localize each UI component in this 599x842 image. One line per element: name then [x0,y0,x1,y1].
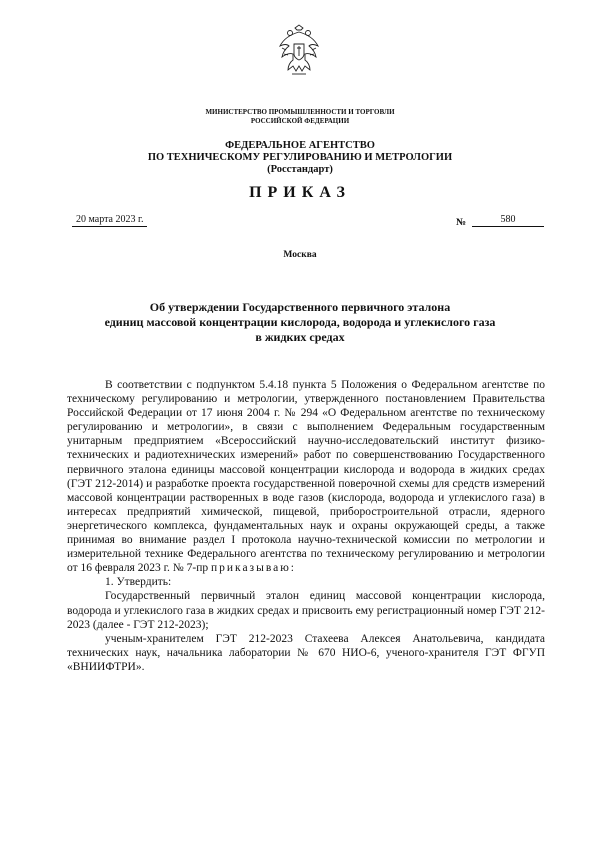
agency-line-3: (Росстандарт) [267,164,333,175]
agency-name [100,140,500,176]
clause-1-item-standard: Государственный первичный эталон единиц массовой концентрации кислорода, водорода и углекислого газа в жидких средах и присвоить ему регистрационный номер ГЭТ 212-2023 (далее - ГЭТ 212-2023); [67,590,545,631]
preamble-text: В соответствии с подпунктом 5.4.18 пункта 5 Положения о Федеральном агентстве по техническому регулированию и метрологии, утвержденного постановлением Правительства Российской Федерации от 17 июня 2004 г. № 294 «О Федеральном агентстве по техническому регулированию и метрологии», в связи с выполнением Федеральным государственным унитарным предприятием «Всероссийский научно-исследовательский институт физико-технических и радиотехнических измерений» работ по совершенствованию Государственного первичного эталона единицы массовой концентрации кислорода и водорода в жидких средах (ГЭТ 212-2014) и разработке проекта государственной поверочной схемы для средств измерений массовой концентрации растворенных в воде газов (кислорода, водорода и углекислого газа) в интересах предприятий химической, пищевой, приборостроительной отрасли, ядерного энергетического комплекса, фундаментальных наук и охраны окружающей среды, а также принимая во внимание раздел I протокола научно-технической комиссии по метрологии и измерительной технике Федерального агентства по техническому регулированию и метрологии от 16 февраля 2023 г. № 7-пр [67,379,545,575]
order-number: 580 [472,214,544,227]
subject-line-1: Об утверждении Государственного первичного эталона [149,300,451,314]
order-subject [60,300,540,345]
document-type-title: ПРИКАЗ [249,184,351,201]
subject-line-2: единиц массовой концентрации кислорода, водорода и углекислого газа [104,315,496,329]
order-body [67,378,545,674]
order-date: 20 марта 2023 г. [72,214,147,227]
city: Москва [283,250,317,260]
clause-1-heading: 1. Утвердить: [105,576,172,589]
order-number-sign: № [456,217,467,228]
ministry-line-2: РОССИЙСКОЙ ФЕДЕРАЦИИ [250,117,350,125]
agency-line-2: ПО ТЕХНИЧЕСКОМУ РЕГУЛИРОВАНИЮ И МЕТРОЛОГИИ [147,152,453,163]
agency-line-1: ФЕДЕРАЛЬНОЕ АГЕНТСТВО [225,140,375,151]
clause-1-item-custodian: ученым-хранителем ГЭТ 212-2023 Стахеева Алексея Анатольевича, кандидата технических наук, начальника лаборатории № 670 НИО-6, ученого-хранителя ГЭТ ФГУП «ВНИИФТРИ». [67,632,545,673]
ministry-line-1: МИНИСТЕРСТВО ПРОМЫШЛЕННОСТИ И ТОРГОВЛИ [205,108,395,116]
subject-line-3: в жидких средах [255,330,345,344]
double-headed-eagle-emblem-icon [276,24,322,78]
ministry-name [150,108,450,126]
decree-word: приказываю: [210,562,296,575]
preamble-paragraph [67,378,545,575]
